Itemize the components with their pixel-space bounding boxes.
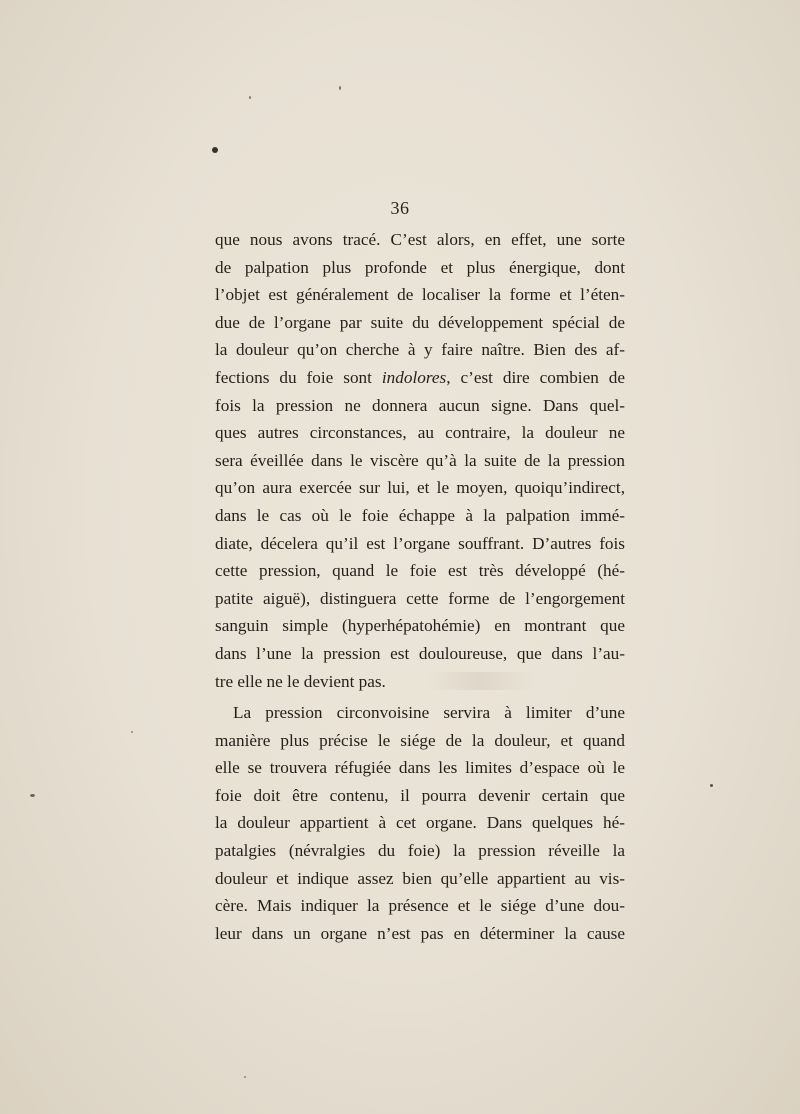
text-line: patalgies (névralgies du foie) la pression réveille la [215, 841, 625, 861]
text-line: leur dans un organe n’est pas en déterminer la cause [215, 923, 625, 943]
text-line: cette pression, quand le foie est très développé (hé- [215, 561, 625, 581]
text-line: que nous avons tracé. C’est alors, en effet, une sorte [215, 230, 625, 249]
ink-speck [339, 86, 341, 90]
text-line: qu’on aura exercée sur lui, et le moyen, quoiqu’indirect, [215, 478, 625, 498]
ink-speck [249, 96, 251, 99]
text-line: de palpation plus profonde et plus énergique, dont [215, 257, 625, 277]
text-line-end: , c’est dire combien de [446, 367, 625, 387]
text-line: ques autres circonstances, au contraire, la douleur ne [215, 423, 625, 443]
text-line: sera éveillée dans le viscère qu’à la suite de la pression [215, 450, 625, 470]
text-line: l’objet est généralement de localiser la forme et l’éten- [215, 285, 625, 305]
italic-term: indolores [381, 367, 447, 387]
text-line: fois la pression ne donnera aucun signe. Dans quel- [215, 395, 625, 415]
text-line: elle se trouvera réfugiée dans les limites d’espace où le [215, 758, 625, 778]
text-line: foie doit être contenu, il pourra devenir certain que [215, 785, 625, 805]
text-line: tre elle ne le devient pas. [215, 671, 386, 691]
ink-speck [30, 794, 35, 797]
text-line: La pression circonvoisine servira à limiter d’une [233, 703, 625, 723]
text-line: manière plus précise le siége de la douleur, et quand [215, 730, 625, 750]
ink-speck [212, 147, 218, 153]
body-text [215, 226, 625, 947]
text-line [215, 364, 625, 392]
text-line: douleur et indique assez bien qu’elle appartient au vis- [215, 868, 625, 888]
ink-speck [131, 731, 133, 733]
text-line: sanguin simple (hyperhépatohémie) en montrant que [215, 616, 625, 636]
text-line: dans le cas où le foie échappe à la palpation immé- [215, 505, 625, 525]
ink-speck [244, 1076, 246, 1078]
text-line: due de l’organe par suite du développement spécial de [215, 312, 625, 332]
page-number: 36 [390, 198, 410, 218]
ink-speck [710, 784, 713, 787]
text-line: diate, décelera qu’il est l’organe souffrant. D’autres fois [215, 533, 625, 553]
text-line: cère. Mais indiquer la présence et le siége d’une dou- [215, 896, 625, 916]
text-line-start: fections du foie sont [215, 367, 372, 387]
text-line: la douleur appartient à cet organe. Dans quelques hé- [215, 813, 625, 833]
text-line: patite aiguë), distinguera cette forme de l’engorgement [215, 588, 625, 608]
text-line: la douleur qu’on cherche à y faire naître. Bien des af- [215, 340, 625, 360]
text-line: dans l’une la pression est douloureuse, que dans l’au- [215, 643, 625, 663]
